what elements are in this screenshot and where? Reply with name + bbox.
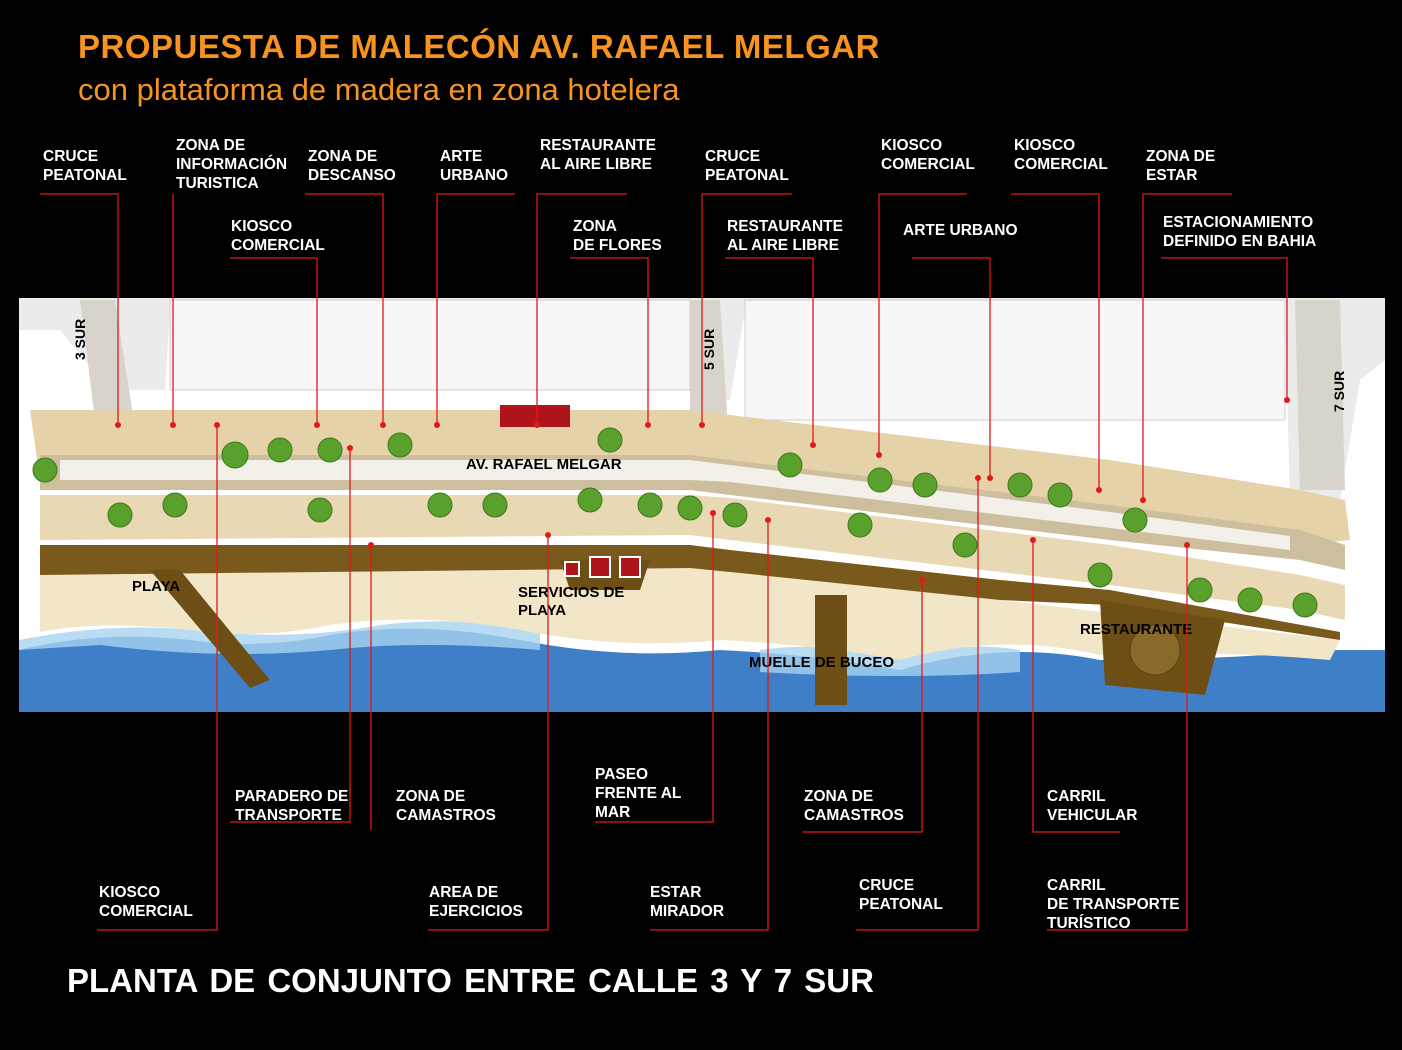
servicios-label: SERVICIOS DE PLAYA (518, 584, 625, 619)
page-subtitle: con plataforma de madera en zona hotelera (78, 72, 680, 107)
label-zona-descanso: ZONA DE DESCANSO (308, 148, 396, 184)
label-arte-urbano-1: ARTE URBANO (440, 148, 509, 184)
label-carril-vehicular: CARRIL VEHICULAR (1047, 788, 1138, 824)
label-estar-mirador: ESTAR MIRADOR (650, 884, 725, 920)
muelle-label: MUELLE DE BUCEO (749, 654, 895, 671)
street-5-sur-label: 5 SUR (701, 328, 717, 370)
label-zona-estar: ZONA DE ESTAR (1146, 148, 1216, 184)
avenue-label: AV. RAFAEL MELGAR (466, 456, 622, 473)
page-title: PROPUESTA DE MALECÓN AV. RAFAEL MELGAR (78, 28, 880, 65)
playa-label: PLAYA (132, 578, 181, 595)
label-zona-flores: ZONA DE FLORES (573, 218, 662, 254)
label-zona-informacion-turistica: ZONA DE INFORMACIÓN TURISTICA (176, 137, 288, 192)
label-paseo-frente-mar: PASEO FRENTE AL MAR (595, 766, 682, 821)
label-arte-urbano-2: ARTE URBANO (903, 222, 1018, 239)
label-kiosco-comercial-2: KIOSCO COMERCIAL (1014, 137, 1108, 173)
street-7-sur-label: 7 SUR (1331, 370, 1347, 412)
label-restaurante-aire-libre-1: RESTAURANTE AL AIRE LIBRE (540, 137, 656, 173)
label-area-ejercicios: AREA DE EJERCICIOS (429, 884, 523, 920)
label-paradero-transporte: PARADERO DE TRANSPORTE (235, 788, 349, 824)
label-cruce-peatonal-1: CRUCE PEATONAL (43, 148, 127, 184)
label-estacionamiento: ESTACIONAMIENTO DEFINIDO EN BAHIA (1163, 214, 1317, 250)
label-zona-camastros-2: ZONA DE CAMASTROS (804, 788, 904, 824)
label-restaurante-aire-libre-2: RESTAURANTE AL AIRE LIBRE (727, 218, 843, 254)
label-cruce-peatonal-3: CRUCE PEATONAL (859, 877, 943, 913)
plan-caption: PLANTA DE CONJUNTO ENTRE CALLE 3 Y 7 SUR (67, 962, 874, 999)
label-kiosco-comercial-3: KIOSCO COMERCIAL (231, 218, 325, 254)
label-kiosco-comercial-4: KIOSCO COMERCIAL (99, 884, 193, 920)
label-carril-transporte-turistico: CARRIL DE TRANSPORTE TURÍSTICO (1047, 877, 1180, 932)
label-cruce-peatonal-2: CRUCE PEATONAL (705, 148, 789, 184)
restaurante-plan-label: RESTAURANTE (1080, 621, 1193, 638)
street-3-sur-label: 3 SUR (72, 318, 88, 360)
label-zona-camastros-1: ZONA DE CAMASTROS (396, 788, 496, 824)
label-kiosco-comercial-1: KIOSCO COMERCIAL (881, 137, 975, 173)
